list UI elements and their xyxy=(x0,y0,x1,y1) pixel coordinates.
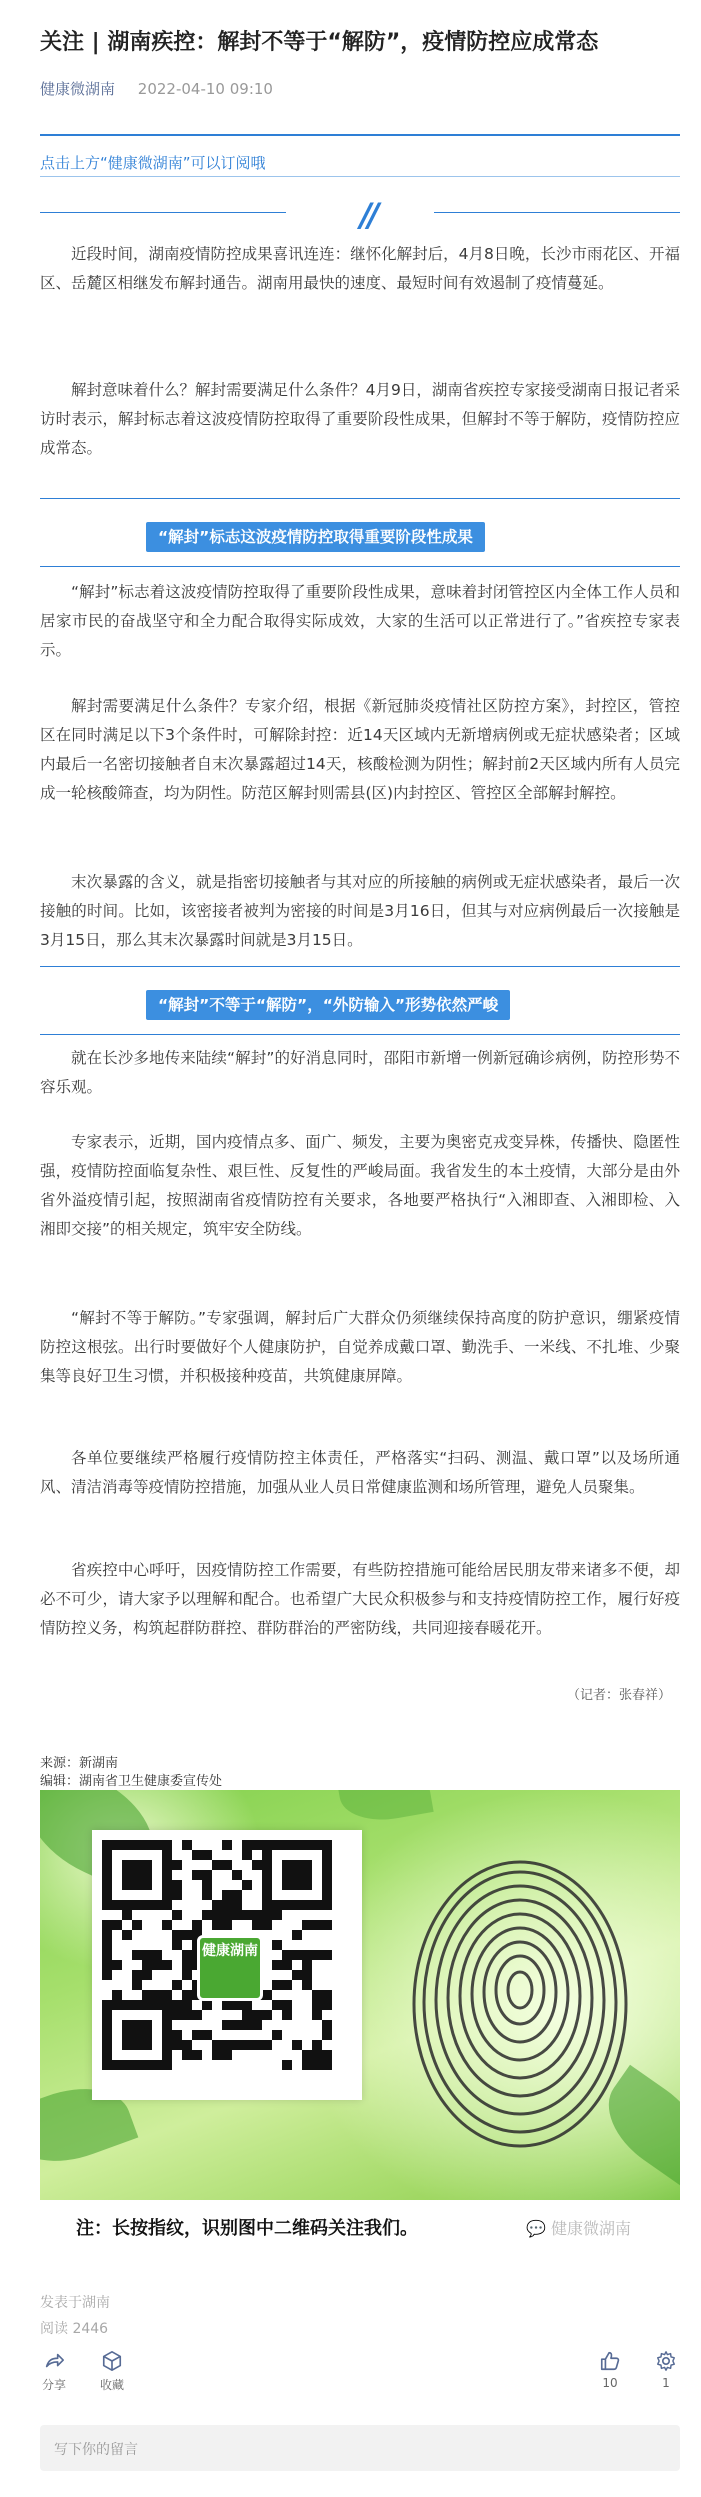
favorite-button[interactable]: 收藏 xyxy=(92,2350,132,2393)
section-2-heading: “解封”不等于“解防”，“外防输入”形势依然严峻 xyxy=(146,990,510,1020)
share-icon xyxy=(43,2350,65,2372)
box-icon xyxy=(101,2350,123,2372)
leaf-decoration xyxy=(336,1790,433,1827)
published-location: 发表于湖南 xyxy=(40,2295,110,2311)
like-button[interactable]: 10 xyxy=(590,2350,630,2390)
promo-caption: 注：长按指纹，识别图中二维码关注我们。 xyxy=(76,2218,418,2239)
paragraph-intro-2: 解封意味着什么？解封需要满足什么条件？4月9日，湖南省疾控专家接受湖南日报记者采访时表示，解封标志着这波疫情防控取得了重要阶段性成果，但解封不等于解防，疫情防控应成常态。 xyxy=(40,381,680,457)
section-1-paragraph-1: “解封”标志着这波疫情防控取得了重要阶段性成果，意味着封闭管控区内全体工作人员和居家市民的奋战坚守和全力配合取得实际成效，大家的生活可以正常进行了。”省疾控专家表示。 xyxy=(40,583,680,659)
comment-input[interactable] xyxy=(40,2425,680,2471)
reporter-credit: （记者：张春祥） xyxy=(566,1688,671,1703)
section-1-bottom-line xyxy=(40,566,680,567)
section-2-paragraph-2: 专家表示，近期，国内疫情点多、面广、频发，主要为奥密克戎变异株，传播快、隐匿性强，疫情防控面临复杂性、艰巨性、反复性的严峻局面。我省发生的本土疫情，大部分是由外省外溢疫情引起，按照湖南省疫情防控有关要求，各地要严格执行“入湘即查、入湘即检、入湘即交接”的相关规定，筑牢安全防线。 xyxy=(40,1133,680,1238)
section-2-bottom-line xyxy=(40,1034,680,1035)
section-1-paragraph-3: 末次暴露的含义，就是指密切接触者与其对应的所接触的病例或无症状感染者，最后一次接触的时间。比如，该密接者被判为密接的时间是3月16日，但其与对应病例最后一次接触是3月15日，那么其末次暴露时间就是3月15日。 xyxy=(40,873,680,949)
wow-button[interactable]: 1 xyxy=(646,2350,686,2390)
qr-promo-image[interactable] xyxy=(40,1790,680,2258)
quote-divider-right xyxy=(434,212,680,213)
editor-line: 编辑：湖南省卫生健康委宣传处 xyxy=(40,1774,223,1789)
quote-divider-left xyxy=(40,212,286,213)
comment-placeholder: 写下你的留言 xyxy=(54,2442,138,2458)
section-1-heading: “解封”标志这波疫情防控取得重要阶段性成果 xyxy=(146,522,485,552)
chat-bubble-icon: 💬 xyxy=(526,2219,546,2238)
section-2-paragraph-4: 各单位要继续严格履行疫情防控主体责任，严格落实“扫码、测温、戴口罩”以及场所通风、清洁消毒等疫情防控措施，加强从业人员日常健康监测和场所管理，避免人员聚集。 xyxy=(40,1449,680,1496)
source-line: 来源：新湖南 xyxy=(40,1756,119,1771)
share-button[interactable]: 分享 xyxy=(34,2350,74,2393)
publish-date: 2022-04-10 09:10 xyxy=(137,80,273,98)
qr-logo: 健康湖南 xyxy=(197,1935,263,2001)
section-2-paragraph-3: “解封不等于解防。”专家强调，解封后广大群众仍须继续保持高度的防护意识，绷紧疫情防控这根弦。出行时要做好个人健康防护，自觉养成戴口罩、勤洗手、一米线、不扎堆、少聚集等良好卫生习惯，并积极接种疫苗，共筑健康屏障。 xyxy=(40,1309,680,1385)
qr-code[interactable] xyxy=(92,1830,362,2100)
section-2-top-line xyxy=(40,966,680,967)
subscribe-bottom-line xyxy=(40,176,680,177)
paragraph-intro-1: 近段时间，湖南疫情防控成果喜讯连连：继怀化解封后，4月8日晚，长沙市雨花区、开福区、岳麓区相继发布解封通告。湖南用最快的速度、最短时间有效遏制了疫情蔓延。 xyxy=(40,245,680,292)
quote-mark-icon: // xyxy=(360,196,376,234)
section-1-top-line xyxy=(40,498,680,499)
gear-icon xyxy=(655,2350,677,2372)
promo-caption-bar xyxy=(40,2200,680,2258)
fingerprint-icon[interactable] xyxy=(400,1830,640,2150)
account-name-link[interactable]: 健康微湖南 xyxy=(40,80,116,98)
promo-brand-watermark: 💬 健康微湖南 xyxy=(526,2219,632,2238)
subscribe-top-line xyxy=(40,134,680,136)
thumbs-up-icon xyxy=(599,2350,621,2372)
subscribe-hint: 点击上方“健康微湖南”可以订阅哦 xyxy=(40,154,266,172)
section-1-paragraph-2: 解封需要满足什么条件？专家介绍，根据《新冠肺炎疫情社区防控方案》，封控区，管控区在同时满足以下3个条件时，可解除封控：近14天区域内无新增病例或无症状感染者；区域内最后一名密切接触者自末次暴露超过14天，核酸检测为阴性；解封前2天区域内所有人员完成一轮核酸筛查，均为阴性。防范区解封则需县(区)内封控区、管控区全部解封解控。 xyxy=(40,697,680,802)
section-2-paragraph-5: 省疾控中心呼吁，因疫情防控工作需要，有些防控措施可能给居民朋友带来诸多不便，却必不可少，请大家予以理解和配合。也希望广大民众积极参与和支持疫情防控工作，履行好疫情防控义务，构筑起群防群控、群防群治的严密防线，共同迎接春暖花开。 xyxy=(40,1561,680,1637)
article-title: 关注 | 湖南疾控：解封不等于“解防”，疫情防控应成常态 xyxy=(40,30,599,55)
article-meta xyxy=(40,78,273,99)
section-2-paragraph-1: 就在长沙多地传来陆续“解封”的好消息同时，邵阳市新增一例新冠确诊病例，防控形势不容乐观。 xyxy=(40,1049,680,1096)
read-count: 阅读 2446 xyxy=(40,2321,109,2337)
